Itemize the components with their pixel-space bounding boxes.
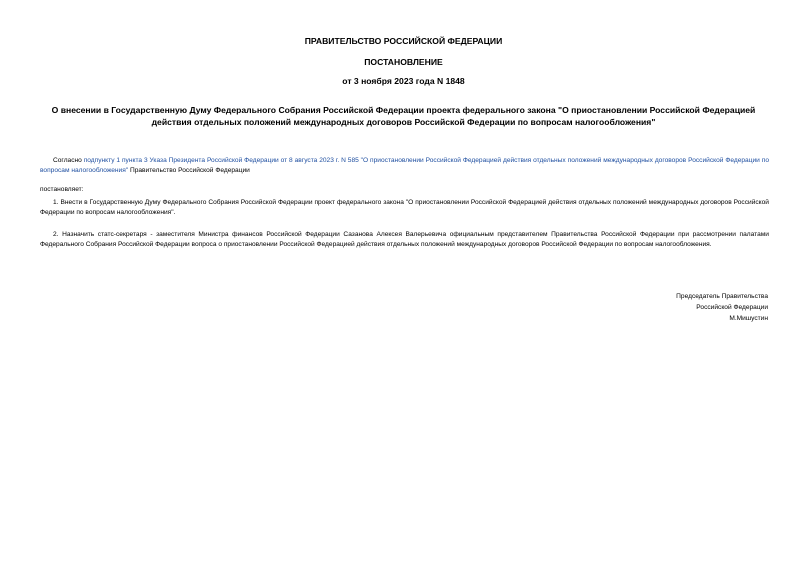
date-number-heading: от 3 ноября 2023 года N 1848: [342, 76, 465, 86]
signature-title-line-2: Российской Федерации: [696, 304, 768, 311]
preamble-end-text: Правительство Российской Федерации: [128, 166, 250, 174]
signature-name: М.Мишустин: [729, 315, 768, 322]
resolves-text: постановляет:: [40, 186, 84, 193]
signature-title-line-1: Председатель Правительства: [676, 293, 768, 300]
document-type-heading: ПОСТАНОВЛЕНИЕ: [364, 57, 443, 67]
decree-link[interactable]: подпункту 1 пункта 3 Указа Президента Российской Федерации от 8 августа 2023 г. N 585 "О приостановлении Российской Федерацией действия отдельных положений международных договоров Российской Федерации по вопросам налогообложения": [40, 157, 769, 174]
preamble-start-text: Согласно: [53, 157, 84, 164]
item-2-paragraph: 2. Назначить статс-секретаря - заместителя Министра финансов Российской Федерации Сазанова Алексея Валерьевича официальным представителем Правительства Российской Федерации при рассмотрении палатами Федерального Собрания Российской Федерации вопроса о приостановлении Российской Федерацией действия отдельных положений международных договоров Российской Федерации по вопросам налогообложения.: [40, 231, 769, 248]
government-heading: ПРАВИТЕЛЬСТВО РОССИЙСКОЙ ФЕДЕРАЦИИ: [304, 36, 503, 46]
document-title: О внесении в Государственную Думу Федерального Собрания Российской Федерации проекта федерального закона "О приостановлении Российской Федерацией действия отдельных положений международных договоров Российской Федерации по вопросам налогообложения": [51, 105, 756, 127]
preamble-paragraph: [40, 156, 769, 175]
item-1-paragraph: 1. Внести в Государственную Думу Федерального Собрания Российской Федерации проект федерального закона "О приостановлении Российской Федерацией действия отдельных положений международных договоров Российской Федерации по вопросам налогообложения".: [40, 199, 769, 216]
